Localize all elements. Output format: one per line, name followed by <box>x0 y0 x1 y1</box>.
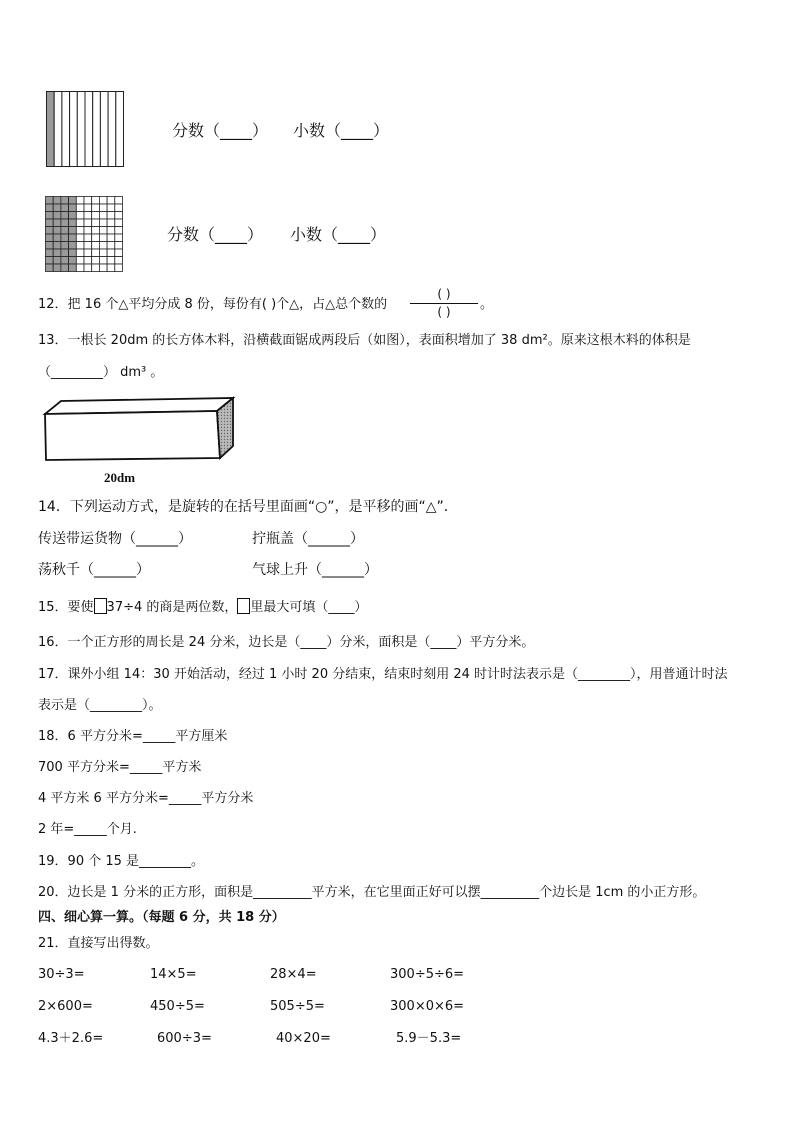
shaded-cell <box>53 197 61 205</box>
grid-cell <box>107 234 115 242</box>
grid-cell <box>92 257 100 265</box>
calc-item: 5.9－5.3= <box>396 1031 462 1046</box>
grid-cell <box>76 219 84 227</box>
grid-cell <box>92 242 100 250</box>
grid-cell <box>107 219 115 227</box>
grid-cell <box>115 219 123 227</box>
grid-cell <box>99 264 107 272</box>
grid-cell <box>99 197 107 205</box>
grid-cell <box>99 249 107 257</box>
strip <box>108 92 116 167</box>
strip <box>100 92 108 167</box>
q20-text: 20．边长是 1 分米的正方形，面积是_________平方米，在它里面正好可以摆_________个边长是 1cm 的小正方形。 <box>38 885 706 900</box>
grid-cell <box>92 249 100 257</box>
shaded-cell <box>46 257 54 265</box>
shaded-cell <box>46 249 54 257</box>
shaded-cell <box>61 242 69 250</box>
grid-cell <box>115 227 123 235</box>
shaded-cell <box>61 219 69 227</box>
shaded-cell <box>61 204 69 212</box>
shaded-cell <box>53 249 61 257</box>
q17-line2: 表示是（________）。 <box>38 698 162 713</box>
shaded-cell <box>53 264 61 272</box>
q12-end: 。 <box>480 297 494 312</box>
q14-item-balloon: 气球上升（______） <box>252 562 378 578</box>
grid-cell <box>84 249 92 257</box>
q18-line3: 4 平方米 6 平方分米=_____平方分米 <box>38 791 254 806</box>
shaded-cell <box>46 212 54 220</box>
shaded-cell <box>61 234 69 242</box>
grid-cell <box>107 242 115 250</box>
grid-cell <box>84 227 92 235</box>
q18-line1: 18．6 平方分米=_____平方厘米 <box>38 729 228 744</box>
shaded-cell <box>46 197 54 205</box>
q15-line <box>38 598 367 617</box>
q12-numerator: ( ) <box>437 287 451 301</box>
grid-cell <box>107 264 115 272</box>
grid-cell <box>76 249 84 257</box>
grid-cell <box>84 257 92 265</box>
calc-item: 505÷5= <box>270 999 325 1014</box>
grid-cell <box>99 212 107 220</box>
fig1-fraction-label: 分数（____） <box>172 121 269 140</box>
grid-cell <box>115 249 123 257</box>
grid-cell <box>107 212 115 220</box>
strip <box>70 92 78 167</box>
strip <box>116 92 124 167</box>
grid-cell <box>84 234 92 242</box>
shaded-cell <box>69 227 77 235</box>
grid-cell <box>99 234 107 242</box>
grid-cell <box>76 257 84 265</box>
shaded-cell <box>69 234 77 242</box>
fraction-bar <box>410 303 478 304</box>
grid-cell <box>107 257 115 265</box>
q14-item-conveyor: 传送带运货物（______） <box>38 531 192 547</box>
shaded-cell <box>53 212 61 220</box>
grid-cell <box>76 197 84 205</box>
shaded-cell <box>46 242 54 250</box>
shaded-cell <box>69 219 77 227</box>
shaded-cell <box>46 234 54 242</box>
grid-cell <box>92 212 100 220</box>
shaded-cell <box>53 242 61 250</box>
shaded-cell <box>53 257 61 265</box>
calc-item: 450÷5= <box>150 999 205 1014</box>
shaded-cell <box>61 257 69 265</box>
grid-cell <box>92 219 100 227</box>
shaded-cell <box>61 264 69 272</box>
grid-cell <box>115 242 123 250</box>
shaded-cell <box>69 204 77 212</box>
fig2-decimal-label: 小数（____） <box>290 225 387 244</box>
shaded-cell <box>61 227 69 235</box>
q21-title: 21．直接写出得数。 <box>38 936 159 951</box>
grid-cell <box>76 242 84 250</box>
grid-cell <box>115 234 123 242</box>
calc-item: 40×20= <box>276 1031 331 1046</box>
cuboid-figure <box>40 396 240 466</box>
q14-item-swing: 荡秋千（______） <box>38 562 150 578</box>
strip <box>54 92 62 167</box>
fraction-strip-figure <box>46 91 124 167</box>
grid-cell <box>92 197 100 205</box>
grid-cell <box>76 234 84 242</box>
shaded-cell <box>69 197 77 205</box>
calc-item: 600÷3= <box>157 1031 212 1046</box>
grid-cell <box>99 227 107 235</box>
q18-line4: 2 年=_____个月. <box>38 822 137 837</box>
q15-part2: 37÷4 的商是两位数， <box>106 600 238 615</box>
grid-cell <box>115 212 123 220</box>
strip <box>85 92 93 167</box>
grid-cell <box>107 227 115 235</box>
grid-cell <box>107 204 115 212</box>
shaded-cell <box>61 197 69 205</box>
calc-item: 2×600= <box>38 999 93 1014</box>
shaded-cell <box>69 249 77 257</box>
strip <box>93 92 101 167</box>
strip <box>62 92 70 167</box>
q13-line1: 13．一根长 20dm 的长方体木料，沿横截面锯成两段后（如图），表面积增加了 38 dm²。原来这根木料的体积是 <box>38 333 691 348</box>
blank-box-icon <box>94 598 107 614</box>
grid-cell <box>99 257 107 265</box>
grid-cell <box>76 227 84 235</box>
calc-item: 4.3＋2.6= <box>38 1031 104 1046</box>
grid-cell <box>76 212 84 220</box>
q19-text: 19．90 个 15 是________。 <box>38 854 205 869</box>
shaded-cell <box>69 212 77 220</box>
grid-cell <box>115 257 123 265</box>
shaded-cell <box>46 219 54 227</box>
q15-part3: 里最大可填（____） <box>250 600 368 615</box>
shaded-cell <box>61 212 69 220</box>
fig2-fraction-label: 分数（____） <box>167 225 264 244</box>
q14-title: 14．下列运动方式，是旋转的在括号里面画“○”，是平移的画“△”． <box>38 499 458 515</box>
grid-cell <box>107 249 115 257</box>
grid-cell <box>99 242 107 250</box>
shaded-cell <box>53 234 61 242</box>
grid-cell <box>115 204 123 212</box>
grid-cell <box>76 204 84 212</box>
shaded-cell <box>61 249 69 257</box>
strip <box>77 92 85 167</box>
shaded-cell <box>46 204 54 212</box>
shaded-cell <box>69 264 77 272</box>
grid-cell <box>84 264 92 272</box>
shaded-cell <box>69 242 77 250</box>
calc-item: 300×0×6= <box>390 999 465 1014</box>
calc-item: 30÷3= <box>38 967 85 982</box>
q17-line1: 17．课外小组 14：30 开始活动，经过 1 小时 20 分结束，结束时刻用 24 时计时法表示是（________），用普通计时法 <box>38 667 728 682</box>
section-title: 四、细心算一算。（每题 6 分，共 18 分） <box>38 910 285 925</box>
shaded-cell <box>46 227 54 235</box>
calc-item: 300÷5÷6= <box>390 967 465 982</box>
fig1-decimal-label: 小数（____） <box>293 121 390 140</box>
q12-fraction <box>410 287 478 321</box>
q12-denominator: ( ) <box>437 305 451 319</box>
q13-figure-label: 20dm <box>104 470 136 485</box>
grid-cell <box>107 197 115 205</box>
shaded-cell <box>69 257 77 265</box>
shaded-cell <box>46 264 54 272</box>
grid-cell <box>84 204 92 212</box>
grid-cell <box>92 204 100 212</box>
grid-cell <box>115 197 123 205</box>
calc-item: 14×5= <box>150 967 197 982</box>
grid-cell <box>115 264 123 272</box>
q12-text: 12．把 16 个△平均分成 8 份，每份有( )个△，占△总个数的 <box>38 297 388 312</box>
shaded-cell <box>53 219 61 227</box>
q18-line2: 700 平方分米=_____平方米 <box>38 760 202 775</box>
calc-item: 28×4= <box>270 967 317 982</box>
grid-cell <box>84 219 92 227</box>
grid-cell <box>92 234 100 242</box>
q16-text: 16．一个正方形的周长是 24 分米，边长是（____）分米，面积是（____）平方分米。 <box>38 635 535 650</box>
shaded-cell <box>53 227 61 235</box>
grid-cell <box>99 204 107 212</box>
q14-item-bottle-cap: 拧瓶盖（______） <box>252 531 364 547</box>
grid-cell <box>84 197 92 205</box>
q13-line2: （________） dm³ 。 <box>38 365 164 380</box>
grid-cell <box>92 264 100 272</box>
grid-cell <box>99 219 107 227</box>
grid-cell <box>84 242 92 250</box>
grid-cell <box>76 264 84 272</box>
grid-cell <box>92 227 100 235</box>
blank-box-icon <box>237 598 250 614</box>
q15-part1: 15．要使 <box>38 600 94 615</box>
shaded-cell <box>53 204 61 212</box>
fraction-grid-figure <box>45 196 123 272</box>
grid-cell <box>84 212 92 220</box>
shaded-strip <box>47 92 55 167</box>
